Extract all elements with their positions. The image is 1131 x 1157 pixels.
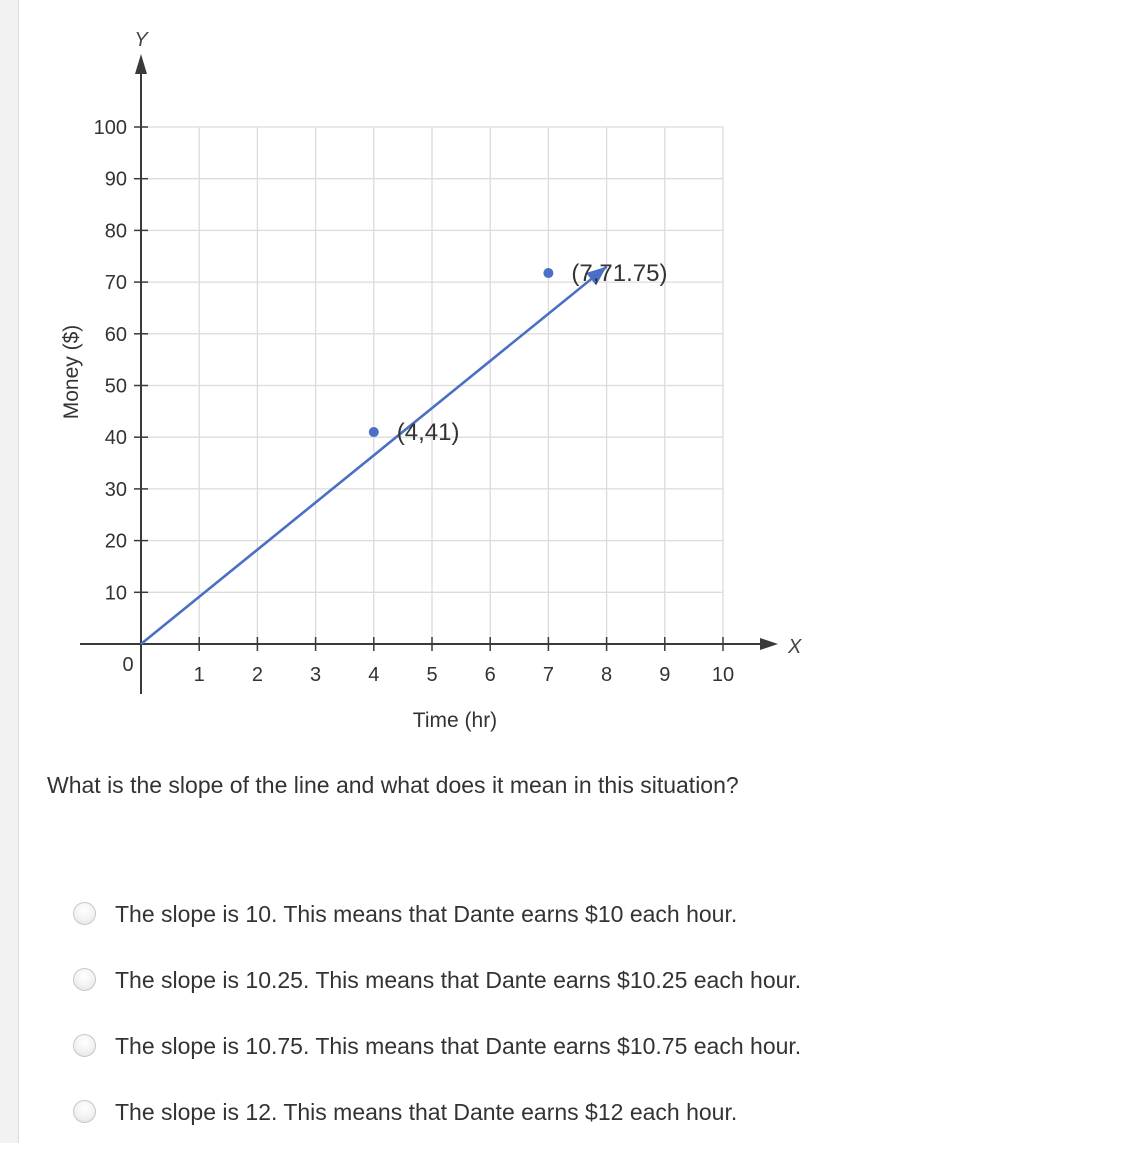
answer-option-3[interactable] [70,1025,970,1091]
x-tick-label: 3 [310,664,322,686]
y-tick-label: 70 [104,272,127,295]
x-tick-label: 4 [368,664,380,686]
y-tick-label: 100 [93,117,127,139]
x-axis-arrow [760,638,778,650]
answer-option-2[interactable] [70,959,970,1025]
x-tick-label: 7 [542,664,554,686]
x-tick-label: 2 [251,664,263,686]
y-tick-label: 10 [104,582,127,605]
y-axis-arrow [135,54,147,74]
answer-option-label: The slope is 10.75. This means that Dante earns $10.75 each hour. [115,1033,802,1059]
data-point [369,427,379,437]
y-tick-label: 60 [104,323,127,346]
x-tick-label: 8 [601,664,613,686]
data-point [543,268,553,278]
y-tick-label: 40 [104,427,127,450]
radio-button[interactable] [73,1034,96,1057]
origin-label: 0 [122,654,134,676]
x-axis-label: Time (hr) [412,709,498,732]
x-tick-label: 5 [426,664,438,686]
y-tick-label: 30 [104,478,127,501]
y-tick-label: 90 [104,168,127,191]
answer-choices [70,893,970,1157]
answer-option-label: The slope is 10. This means that Dante earns $10 each hour. [115,901,738,927]
data-point-label: (7,71.75) [571,260,668,288]
answer-option-label: The slope is 12. This means that Dante earns $12 each hour. [115,1099,738,1125]
y-axis-letter: Y [134,29,148,51]
x-tick-label: 1 [193,664,205,686]
y-tick-label: 50 [104,375,127,398]
x-axis-letter: X [788,636,802,658]
radio-button[interactable] [73,968,96,991]
answer-option-1[interactable] [70,893,970,959]
x-tick-label: 10 [711,664,735,686]
answer-option-label: The slope is 10.25. This means that Dante earns $10.25 each hour. [115,967,802,993]
y-axis-label: Money ($) [60,324,83,420]
x-tick-label: 6 [484,664,496,686]
radio-button[interactable] [73,902,96,925]
data-point-label: (4,41) [396,419,460,447]
x-tick-label: 9 [659,664,671,686]
y-tick-label: 20 [104,530,127,553]
radio-button[interactable] [73,1100,96,1123]
y-tick-label: 80 [104,220,127,243]
answer-option-4[interactable] [70,1091,970,1157]
question-text: What is the slope of the line and what does it mean in this situation? [47,772,739,798]
